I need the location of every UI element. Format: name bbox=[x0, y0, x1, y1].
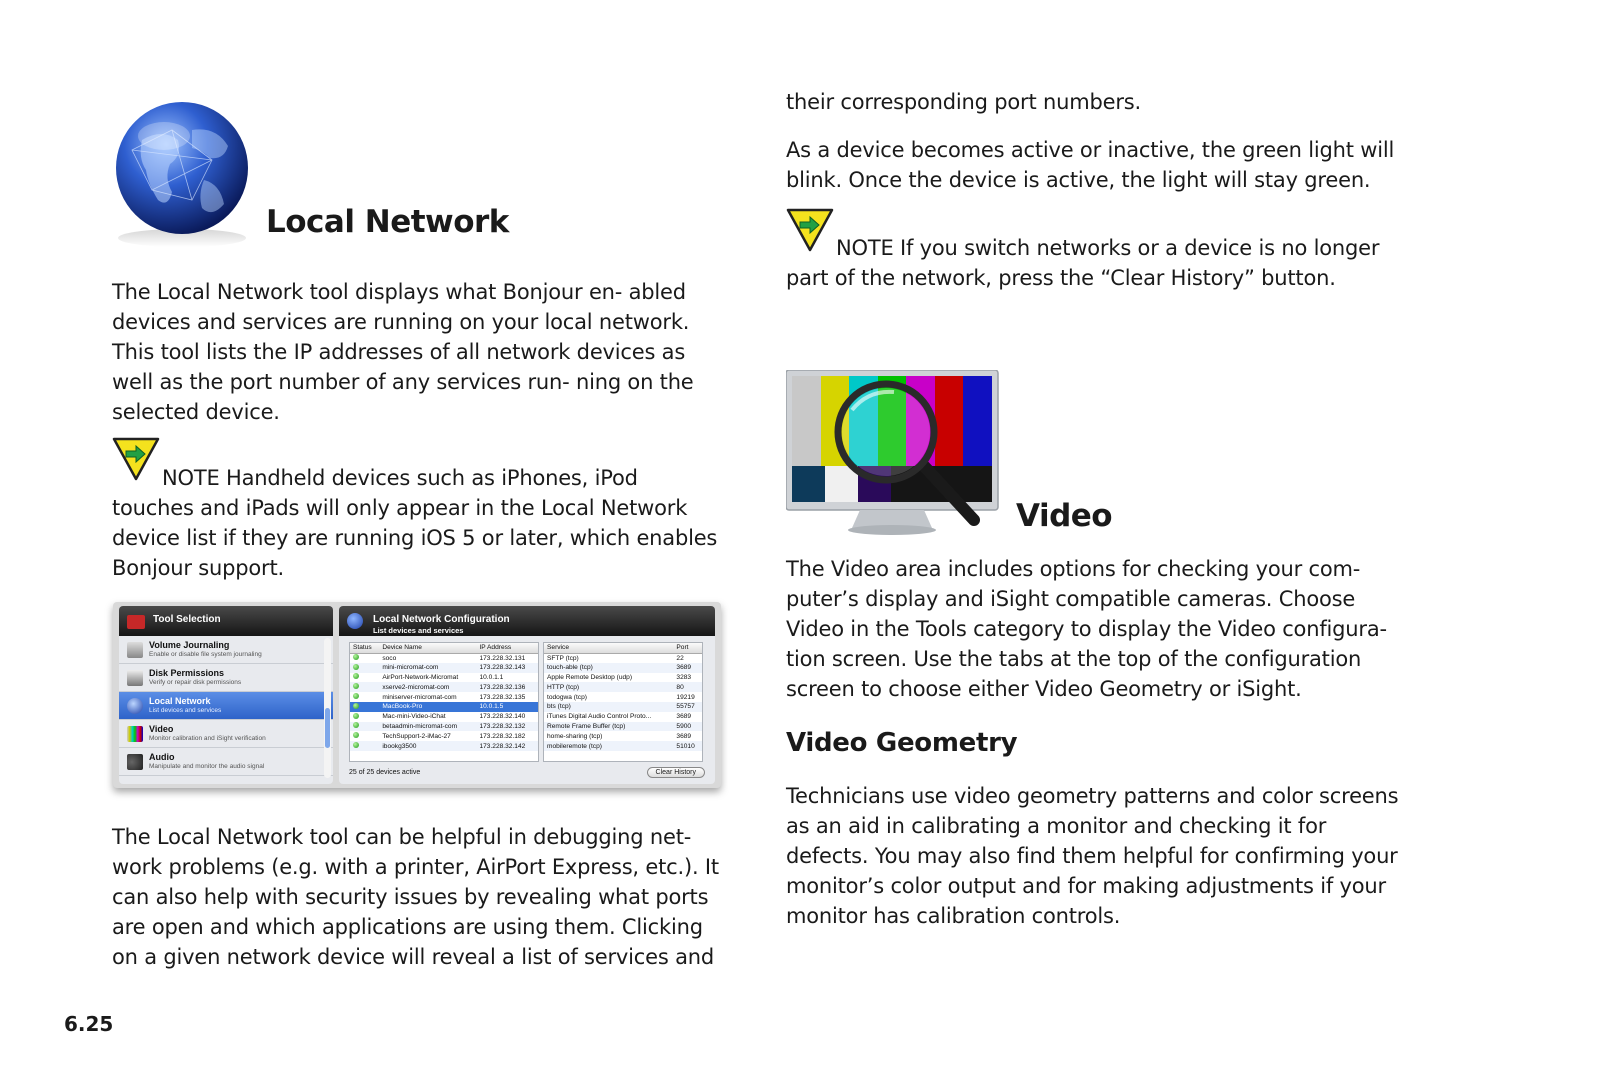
status-light-icon bbox=[353, 722, 359, 728]
device-name: AirPort-Network-Micromat bbox=[382, 673, 459, 681]
table-row[interactable] bbox=[544, 663, 702, 673]
tool-list-scrollbar[interactable] bbox=[324, 638, 331, 778]
tool-selection-title: Tool Selection bbox=[153, 614, 221, 625]
device-table bbox=[349, 642, 539, 762]
permissions-icon bbox=[127, 670, 143, 686]
service-name: home-sharing (tcp) bbox=[547, 732, 603, 740]
ip-address: 173.228.32.136 bbox=[476, 682, 538, 692]
table-row[interactable] bbox=[544, 731, 702, 741]
ip-address: 173.228.32.143 bbox=[476, 663, 538, 673]
local-network-config-pane bbox=[339, 606, 715, 784]
device-name: TechSupport-2-iMac-27 bbox=[382, 732, 451, 740]
globe-icon bbox=[112, 100, 252, 252]
tool-name: Local Network bbox=[149, 696, 211, 706]
globe-icon bbox=[127, 698, 143, 714]
table-row[interactable] bbox=[544, 712, 702, 722]
tool-name: Video bbox=[149, 724, 174, 734]
table-row[interactable] bbox=[350, 682, 538, 692]
tool-name: Disk Permissions bbox=[149, 668, 225, 678]
tool-desc: List devices and services bbox=[149, 707, 222, 714]
port: 3689 bbox=[676, 732, 692, 740]
status-light-icon bbox=[353, 664, 359, 670]
table-row[interactable] bbox=[350, 712, 538, 722]
device-name: xserve2-micromat-com bbox=[379, 682, 476, 692]
note-handheld-devices bbox=[112, 463, 724, 583]
note-clear-history bbox=[786, 233, 1406, 293]
tool-item-audio[interactable] bbox=[119, 748, 333, 776]
ip-address: 173.228.32.142 bbox=[476, 741, 538, 751]
green-light-text: As a device becomes active or inactive, the green light will blink. Once the device is active, the light will stay green. bbox=[786, 138, 1395, 192]
port: 51010 bbox=[673, 741, 702, 751]
table-row[interactable] bbox=[544, 702, 702, 712]
port: 19219 bbox=[676, 693, 695, 701]
table-row[interactable] bbox=[544, 692, 702, 702]
service-name: HTTP (tcp) bbox=[544, 682, 673, 692]
service-name: touch-able (tcp) bbox=[544, 663, 673, 673]
service-table bbox=[543, 642, 703, 762]
table-row[interactable] bbox=[544, 741, 702, 751]
col-status[interactable]: Status bbox=[350, 643, 379, 653]
status-light-icon bbox=[353, 683, 359, 689]
tool-item-disk-permissions[interactable] bbox=[119, 664, 333, 692]
service-name: SFTP (tcp) bbox=[547, 654, 579, 662]
table-row[interactable] bbox=[350, 673, 538, 683]
note-handheld-text: NOTE Handheld devices such as iPhones, iPod touches and iPads will only appear in the Local Network device list if they are running iOS 5 or later, which enables Bonjour support. bbox=[112, 466, 718, 580]
tool-name: Audio bbox=[149, 752, 175, 762]
local-network-intro: The Local Network tool displays what Bonjour en- abled devices and services are running on your local network. This tool lists the IP addresses of all network devices as well as the port number of any services run- ning on the selected device. bbox=[112, 280, 694, 424]
device-name: Mac-mini-Video-iChat bbox=[382, 713, 446, 721]
service-name: mobileremote (tcp) bbox=[544, 741, 673, 751]
device-name: MacBook-Pro bbox=[379, 702, 476, 712]
status-light-icon bbox=[353, 693, 359, 699]
tool-desc: Manipulate and monitor the audio signal bbox=[149, 763, 265, 770]
tool-selection-pane bbox=[119, 606, 333, 784]
service-name: Remote Frame Buffer (tcp) bbox=[544, 722, 673, 732]
ip-address: 173.228.32.182 bbox=[479, 732, 526, 740]
port: 55757 bbox=[673, 702, 702, 712]
service-name: todogwa (tcp) bbox=[547, 693, 587, 701]
devices-active-status: 25 of 25 devices active bbox=[349, 769, 421, 776]
ip-address: 173.228.32.135 bbox=[479, 693, 526, 701]
table-row[interactable] bbox=[350, 692, 538, 702]
table-row[interactable] bbox=[544, 722, 702, 732]
ip-address: 173.228.32.131 bbox=[479, 654, 526, 662]
device-name: mini-micromat-com bbox=[379, 663, 476, 673]
col-service[interactable]: Service bbox=[544, 643, 673, 653]
tool-item-local-network[interactable] bbox=[119, 692, 333, 720]
status-light-icon bbox=[353, 713, 359, 719]
table-row[interactable] bbox=[350, 741, 538, 751]
table-row[interactable] bbox=[544, 653, 702, 663]
device-name: betaadmin-micromat-com bbox=[379, 722, 476, 732]
hammer-icon bbox=[127, 642, 143, 658]
local-network-debugging: The Local Network tool can be helpful in debugging net- work problems (e.g. with a printer, AirPort Express, etc.). It can also help with security issues by revealing what ports are open and which applications are using them. Clicking on a given network device will reveal a list of services and bbox=[112, 825, 719, 969]
page-number: 6.25 bbox=[64, 1012, 114, 1036]
device-name: miniserver-micromat-com bbox=[382, 693, 457, 701]
col-port[interactable]: Port bbox=[673, 643, 702, 653]
table-row[interactable] bbox=[350, 663, 538, 673]
video-geometry-text: Technicians use video geometry patterns and color screens as an aid in calibrating a monitor and checking it for defects. You may also find them helpful for confirming your monitor’s color output and for making adjustments if your monitor has calibration controls. bbox=[786, 784, 1399, 928]
table-row[interactable] bbox=[544, 682, 702, 692]
status-light-icon bbox=[353, 703, 359, 709]
globe-icon bbox=[347, 613, 363, 629]
continued-text: their corresponding port numbers. bbox=[786, 90, 1141, 114]
service-name: Apple Remote Desktop (udp) bbox=[547, 673, 633, 681]
video-monitor-icon bbox=[786, 370, 1018, 542]
table-row[interactable] bbox=[350, 731, 538, 741]
tool-desc: Verify or repair disk permissions bbox=[149, 679, 242, 686]
table-row[interactable] bbox=[544, 673, 702, 683]
section-heading-video: Video bbox=[1016, 498, 1113, 534]
col-device-name[interactable]: Device Name bbox=[379, 643, 476, 653]
port: 5900 bbox=[673, 722, 702, 732]
port: 80 bbox=[673, 682, 702, 692]
port: 3689 bbox=[673, 663, 702, 673]
port: 3689 bbox=[676, 713, 692, 721]
tool-selection-header bbox=[119, 606, 333, 636]
device-name: ibookg3500 bbox=[379, 741, 476, 751]
speaker-icon bbox=[127, 754, 143, 770]
scrollbar-thumb[interactable] bbox=[325, 708, 330, 748]
status-light-icon bbox=[353, 673, 359, 679]
toolbox-icon bbox=[127, 615, 145, 629]
ip-address: 10.0.1.1 bbox=[479, 673, 504, 681]
note-clear-history-text: NOTE If you switch networks or a device is no longer part of the network, press the “Clear History” button. bbox=[786, 236, 1380, 290]
service-name: bts (tcp) bbox=[544, 702, 673, 712]
port: 3283 bbox=[676, 673, 692, 681]
tool-desc: Monitor calibration and iSight verification bbox=[149, 735, 266, 742]
status-light-icon bbox=[353, 742, 359, 748]
table-row-selected[interactable] bbox=[350, 702, 538, 712]
video-intro: The Video area includes options for checking your com- puter’s display and iSight compatible cameras. Choose Video in the Tools category to display the Video configura- tion screen. Use the tabs at the top of the configuration screen to choose either Video Geometry or iSight. bbox=[786, 557, 1387, 701]
device-name: soco bbox=[382, 654, 397, 662]
color-bars-icon bbox=[127, 726, 143, 742]
col-ip-address[interactable]: IP Address bbox=[476, 643, 538, 653]
local-network-screenshot bbox=[113, 602, 721, 788]
subsection-heading-video-geometry: Video Geometry bbox=[786, 728, 1018, 758]
status-light-icon bbox=[353, 654, 359, 660]
tool-desc: Enable or disable file system journaling bbox=[149, 651, 262, 658]
ip-address: 10.0.1.5 bbox=[476, 702, 538, 712]
tool-item-volume-journaling[interactable] bbox=[119, 636, 333, 664]
config-title: Local Network Configuration bbox=[373, 614, 510, 625]
service-name: iTunes Digital Audio Control Proto... bbox=[547, 713, 652, 721]
config-header bbox=[339, 606, 715, 636]
tool-name: Volume Journaling bbox=[149, 640, 230, 650]
ip-address: 173.228.32.140 bbox=[479, 713, 526, 721]
table-row[interactable] bbox=[350, 722, 538, 732]
clear-history-button[interactable]: Clear History bbox=[647, 767, 705, 778]
ip-address: 173.228.32.132 bbox=[476, 722, 538, 732]
table-row[interactable] bbox=[350, 653, 538, 663]
port: 22 bbox=[676, 654, 684, 662]
tool-item-video[interactable] bbox=[119, 720, 333, 748]
config-subtitle: List devices and services bbox=[373, 626, 464, 635]
section-heading-local-network: Local Network bbox=[266, 204, 509, 240]
status-light-icon bbox=[353, 732, 359, 738]
